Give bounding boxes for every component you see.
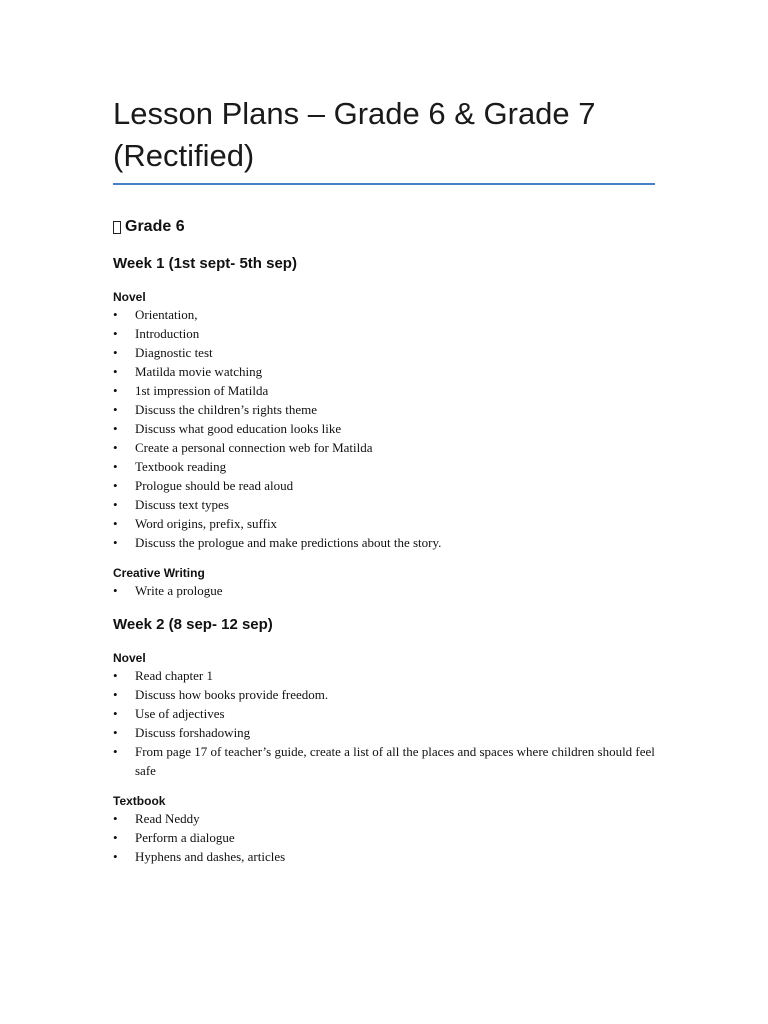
- grade-heading-text: Grade 6: [125, 218, 185, 235]
- list-item: • Textbook reading: [113, 459, 227, 474]
- section-label: Novel: [113, 651, 146, 665]
- week1-creative-writing-list: [113, 581, 655, 600]
- list-item: • Discuss the prologue and make predictions about the story.: [113, 535, 442, 550]
- list-item: • Write a prologue: [113, 583, 223, 598]
- section-label: Textbook: [113, 794, 166, 808]
- grade-heading: [113, 217, 655, 237]
- bullet-icon: •: [113, 402, 118, 417]
- bullet-icon: •: [113, 364, 118, 379]
- list-item: • Hyphens and dashes, articles: [113, 849, 286, 864]
- list-item: • Introduction: [113, 326, 200, 341]
- bullet-icon: •: [113, 497, 118, 512]
- list-item: • Discuss text types: [113, 497, 229, 512]
- bullet-icon: •: [113, 725, 118, 740]
- bullet-icon: •: [113, 687, 118, 702]
- week-heading: Week 1 (1st sept- 5th sep): [113, 255, 297, 272]
- bullet-icon: •: [113, 307, 118, 322]
- bullet-icon: •: [113, 535, 118, 550]
- list-item: • Discuss what good education looks like: [113, 421, 342, 436]
- bullet-icon: •: [113, 516, 118, 531]
- bullet-icon: •: [113, 849, 118, 864]
- list-item: • Prologue should be read aloud: [113, 478, 294, 493]
- week2-textbook-list: [113, 809, 655, 866]
- list-item: • Create a personal connection web for Matilda: [113, 440, 373, 455]
- list-item: • Diagnostic test: [113, 345, 213, 360]
- list-item: • 1st impression of Matilda: [113, 383, 269, 398]
- list-item: • Discuss how books provide freedom.: [113, 687, 329, 702]
- list-item: • Read chapter 1: [113, 668, 213, 683]
- bullet-icon: •: [113, 668, 118, 683]
- list-item: • From page 17 of teacher’s guide, create a list of all the places and spaces where children should feel safe: [113, 744, 655, 778]
- document-page: [113, 0, 655, 866]
- list-item: • Word origins, prefix, suffix: [113, 516, 278, 531]
- week1-novel-list: [113, 305, 655, 552]
- bullet-icon: •: [113, 830, 118, 845]
- list-item: • Use of adjectives: [113, 706, 225, 721]
- bullet-icon: •: [113, 478, 118, 493]
- bullet-icon: •: [113, 421, 118, 436]
- week-heading: Week 2 (8 sep- 12 sep): [113, 616, 273, 633]
- page-title: Lesson Plans – Grade 6 & Grade 7 (Rectified): [113, 96, 596, 173]
- missing-glyph-icon: [113, 221, 121, 234]
- bullet-icon: •: [113, 744, 118, 759]
- bullet-icon: •: [113, 440, 118, 455]
- list-item: • Perform a dialogue: [113, 830, 235, 845]
- bullet-icon: •: [113, 383, 118, 398]
- section-label: Creative Writing: [113, 566, 205, 580]
- bullet-icon: •: [113, 583, 118, 598]
- bullet-icon: •: [113, 459, 118, 474]
- list-item: • Matilda movie watching: [113, 364, 263, 379]
- bullet-icon: •: [113, 811, 118, 826]
- week2-novel-list: [113, 666, 655, 780]
- bullet-icon: •: [113, 706, 118, 721]
- list-item: • Read Neddy: [113, 811, 200, 826]
- list-item: • Discuss forshadowing: [113, 725, 251, 740]
- list-item: • Orientation,: [113, 307, 198, 322]
- list-item: • Discuss the children’s rights theme: [113, 402, 317, 417]
- title-underline: [113, 183, 655, 185]
- bullet-icon: •: [113, 345, 118, 360]
- section-label: Novel: [113, 290, 146, 304]
- bullet-icon: •: [113, 326, 118, 341]
